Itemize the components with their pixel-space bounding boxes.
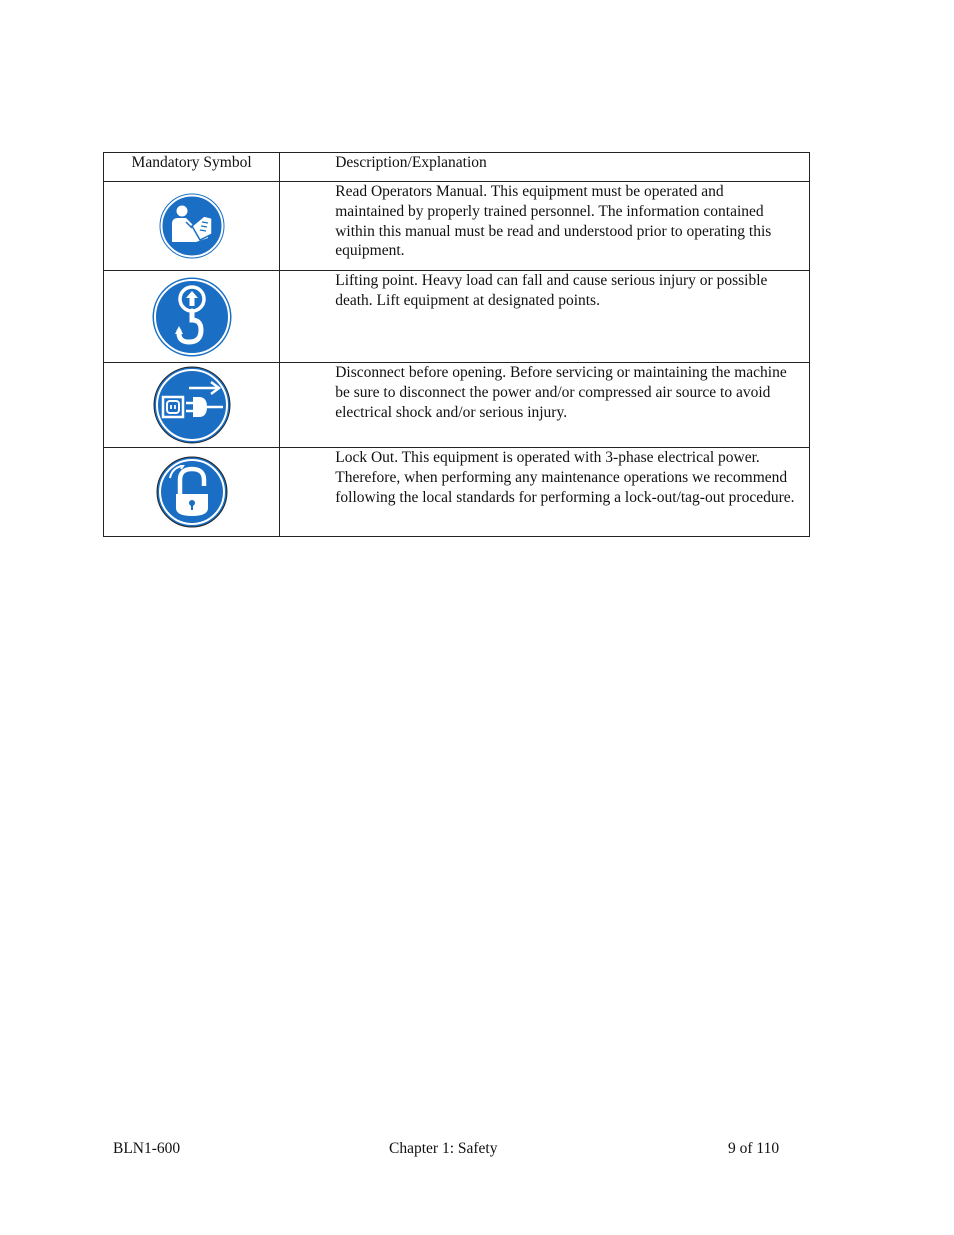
header-symbol-label: Mandatory Symbol xyxy=(131,154,252,171)
description-cell xyxy=(280,271,810,363)
description-text: Lock Out. This equipment is operated with 3-phase electrical power. Therefore, when performing any maintenance operations we recommend following the local standards for performing a lock-out/tag-out procedure. xyxy=(335,449,795,506)
mandatory-symbol-table xyxy=(103,152,810,537)
lifting-point-icon xyxy=(151,276,233,358)
footer-doc-id: BLN1-600 xyxy=(113,1140,181,1157)
description-text: Lifting point. Heavy load can fall and cause serious injury or possible death. Lift equipment at designated points. xyxy=(335,272,768,309)
description-text: Read Operators Manual. This equipment must be operated and maintained by properly trained personnel. The information contained within this manual must be read and understood prior to operating this equipment. xyxy=(335,183,772,260)
description-text: Disconnect before opening. Before servicing or maintaining the machine be sure to disconnect the power and/or compressed air source to avoid electrical shock and/or serious injury. xyxy=(335,364,787,421)
description-cell xyxy=(280,448,810,537)
lock-out-icon xyxy=(156,456,228,528)
table-row xyxy=(104,182,810,271)
table-header-row xyxy=(104,153,810,182)
disconnect-icon xyxy=(153,366,231,444)
description-cell xyxy=(280,363,810,448)
read-manual-icon xyxy=(158,192,226,260)
header-description-cell xyxy=(280,153,810,182)
symbol-cell xyxy=(104,363,280,448)
description-cell xyxy=(280,182,810,271)
symbol-cell xyxy=(104,182,280,271)
header-description-label: Description/Explanation xyxy=(335,154,487,171)
table-row xyxy=(104,271,810,363)
symbol-cell xyxy=(104,271,280,363)
symbol-cell xyxy=(104,448,280,537)
header-symbol-cell xyxy=(104,153,280,182)
table-row xyxy=(104,363,810,448)
footer-chapter: Chapter 1: Safety xyxy=(389,1140,498,1157)
footer-page-number: 9 of 110 xyxy=(728,1140,780,1157)
table-row xyxy=(104,448,810,537)
